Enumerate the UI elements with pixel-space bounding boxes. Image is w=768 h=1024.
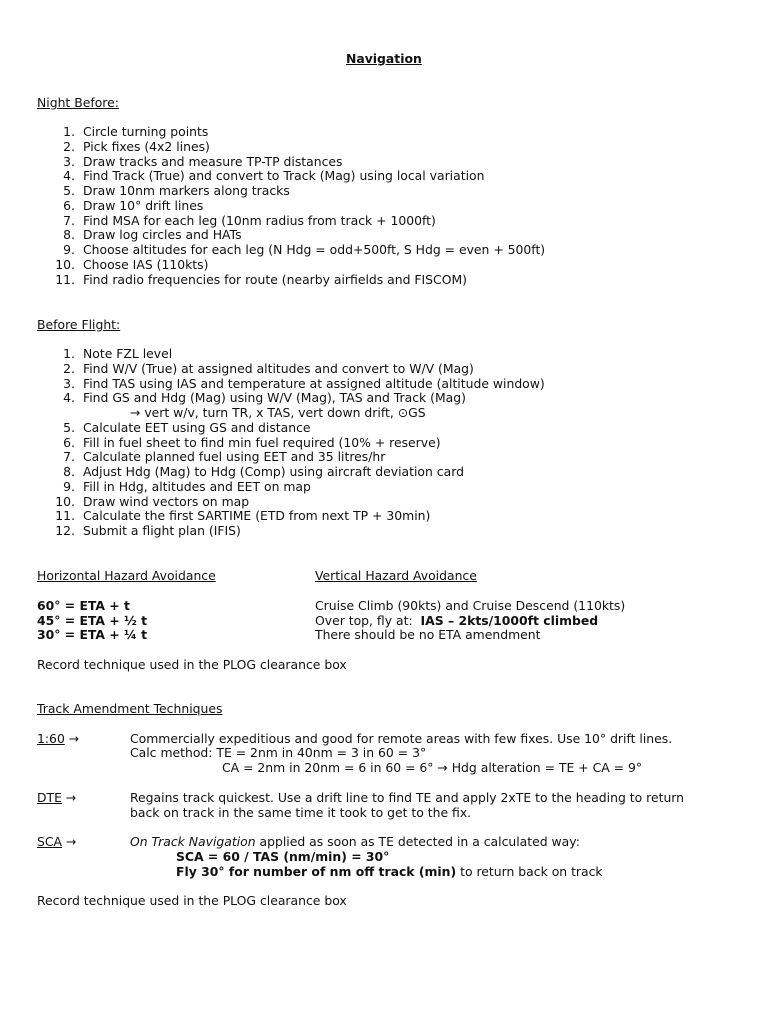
night-before-item-number: 10. <box>55 256 75 272</box>
technique-sca-label <box>37 834 76 849</box>
night-before-item-number: 11. <box>55 271 75 287</box>
before-flight-item-number: 5. <box>63 419 75 435</box>
technique-dte-label <box>37 790 76 805</box>
before-flight-item: Calculate planned fuel using EET and 35 litres/hr <box>83 449 386 465</box>
night-before-item: Find radio frequencies for route (nearby airfields and FISCOM) <box>83 271 467 287</box>
before-flight-item-number: 11. <box>55 508 75 524</box>
night-before-item: Circle turning points <box>83 124 209 139</box>
before-flight-item: Fill in fuel sheet to find min fuel required (10% + reserve) <box>83 434 441 450</box>
night-before-item: Find MSA for each leg (10nm radius from track + 1000ft) <box>83 212 436 228</box>
before-flight-item-number: 10. <box>55 493 75 509</box>
technique-1-60-line-3: CA = 2nm in 20nm = 6 in 60 = 6° → Hdg alteration = TE + CA = 9° <box>222 760 643 775</box>
technique-1-60-line-1: Commercially expeditious and good for remote areas with few fixes. Use 10° drift lines. <box>130 731 673 746</box>
technique-sca-line-3 <box>176 864 603 879</box>
before-flight-item: Note FZL level <box>83 346 173 361</box>
technique-sca-line-1-rest: applied as soon as TE detected in a calculated way: <box>255 834 580 849</box>
horizontal-rule-45: 45° = ETA + ½ t <box>37 613 148 628</box>
horizontal-rule-30: 30° = ETA + ¼ t <box>37 627 148 642</box>
technique-sca-name: SCA <box>37 834 62 849</box>
night-before-item-number: 2. <box>63 138 75 154</box>
arrow-right-icon: → <box>65 834 77 849</box>
arrow-right-icon: → <box>65 790 77 805</box>
technique-1-60-name: 1:60 <box>37 731 65 746</box>
night-before-item: Draw 10° drift lines <box>83 197 204 213</box>
before-flight-heading: Before Flight: <box>37 317 121 332</box>
before-flight-item-number: 2. <box>63 360 75 376</box>
night-before-item: Choose IAS (110kts) <box>83 256 209 272</box>
night-before-item-number: 6. <box>63 197 75 213</box>
night-before-heading: Night Before: <box>37 95 119 110</box>
night-before-item: Find Track (True) and convert to Track (Mag) using local variation <box>83 168 485 184</box>
horizontal-hazard-heading: Horizontal Hazard Avoidance <box>37 568 216 583</box>
night-before-item-number: 1. <box>63 124 75 139</box>
night-before-item-number: 8. <box>63 227 75 243</box>
before-flight-item-number: 8. <box>63 464 75 479</box>
before-flight-item: Calculate the first SARTIME (ETD from next TP + 30min) <box>83 508 431 524</box>
track-amendment-heading: Track Amendment Techniques <box>37 701 223 716</box>
technique-sca-line-3-bold: Fly 30° for number of nm off track (min) <box>176 864 457 879</box>
technique-sca-formula: SCA = 60 / TAS (nm/min) = 30° <box>176 849 390 864</box>
before-flight-item: Find W/V (True) at assigned altitudes and convert to W/V (Mag) <box>83 360 474 376</box>
night-before-item: Draw log circles and HATs <box>83 227 242 243</box>
technique-dte-line-2: back on track in the same time it took to get to the fix. <box>130 805 472 820</box>
before-flight-item: Calculate EET using GS and distance <box>83 419 311 435</box>
technique-sca-italic: On Track Navigation <box>130 834 256 849</box>
before-flight-item: Find GS and Hdg (Mag) using W/V (Mag), TAS and Track (Mag) <box>83 390 466 406</box>
record-note-2: Record technique used in the PLOG clearance box <box>37 893 347 908</box>
before-flight-item-number: 9. <box>63 478 75 494</box>
vertical-hazard-heading: Vertical Hazard Avoidance <box>315 568 477 583</box>
before-flight-item-number: 12. <box>55 523 75 538</box>
technique-1-60-line-2: Calc method: TE = 2nm in 40nm = 3 in 60 = 3° <box>130 745 427 760</box>
vertical-line-2 <box>315 613 598 628</box>
before-flight-item: Fill in Hdg, altitudes and EET on map <box>83 478 311 494</box>
record-note-1: Record technique used in the PLOG clearance box <box>37 657 347 672</box>
night-before-item: Choose altitudes for each leg (N Hdg = odd+500ft, S Hdg = even + 500ft) <box>83 242 546 257</box>
before-flight-item-number: 4. <box>63 390 75 406</box>
technique-sca-line-1 <box>130 834 580 849</box>
night-before-item: Draw tracks and measure TP-TP distances <box>83 153 343 169</box>
before-flight-item-number: 3. <box>63 375 75 391</box>
technique-1-60-label <box>37 731 79 746</box>
technique-dte-name: DTE <box>37 790 62 805</box>
horizontal-rule-60: 60° = ETA + t <box>37 598 130 613</box>
before-flight-item: Draw wind vectors on map <box>83 493 250 509</box>
night-before-item-number: 9. <box>63 242 75 257</box>
vertical-line-1: Cruise Climb (90kts) and Cruise Descend (110kts) <box>315 598 626 613</box>
vertical-line-2-prefix: Over top, fly at: <box>315 613 421 628</box>
before-flight-item: Submit a flight plan (IFIS) <box>83 523 241 538</box>
before-flight-item: Adjust Hdg (Mag) to Hdg (Comp) using aircraft deviation card <box>83 464 464 479</box>
vertical-line-2-bold: IAS – 2kts/1000ft climbed <box>420 613 599 628</box>
before-flight-item-number: 1. <box>63 346 75 361</box>
night-before-item-number: 5. <box>63 183 75 198</box>
night-before-item: Draw 10nm markers along tracks <box>83 183 290 198</box>
night-before-item-number: 7. <box>63 212 75 228</box>
night-before-item: Pick fixes (4x2 lines) <box>83 138 210 154</box>
before-flight-item: Find TAS using IAS and temperature at assigned altitude (altitude window) <box>83 375 545 391</box>
arrow-right-icon: → <box>68 731 80 746</box>
before-flight-item-number: 7. <box>63 449 75 465</box>
night-before-item-number: 3. <box>63 153 75 169</box>
page-title: Navigation <box>346 51 422 66</box>
vertical-line-3: There should be no ETA amendment <box>315 627 541 642</box>
before-flight-item-number: 6. <box>63 434 75 450</box>
technique-dte-line-1: Regains track quickest. Use a drift line to find TE and apply 2xTE to the heading to return <box>130 790 685 805</box>
technique-sca-line-3-rest: to return back on track <box>456 864 603 879</box>
before-flight-subline: → vert w/v, turn TR, x TAS, vert down drift, ⊙GS <box>130 405 426 420</box>
night-before-item-number: 4. <box>63 168 75 184</box>
